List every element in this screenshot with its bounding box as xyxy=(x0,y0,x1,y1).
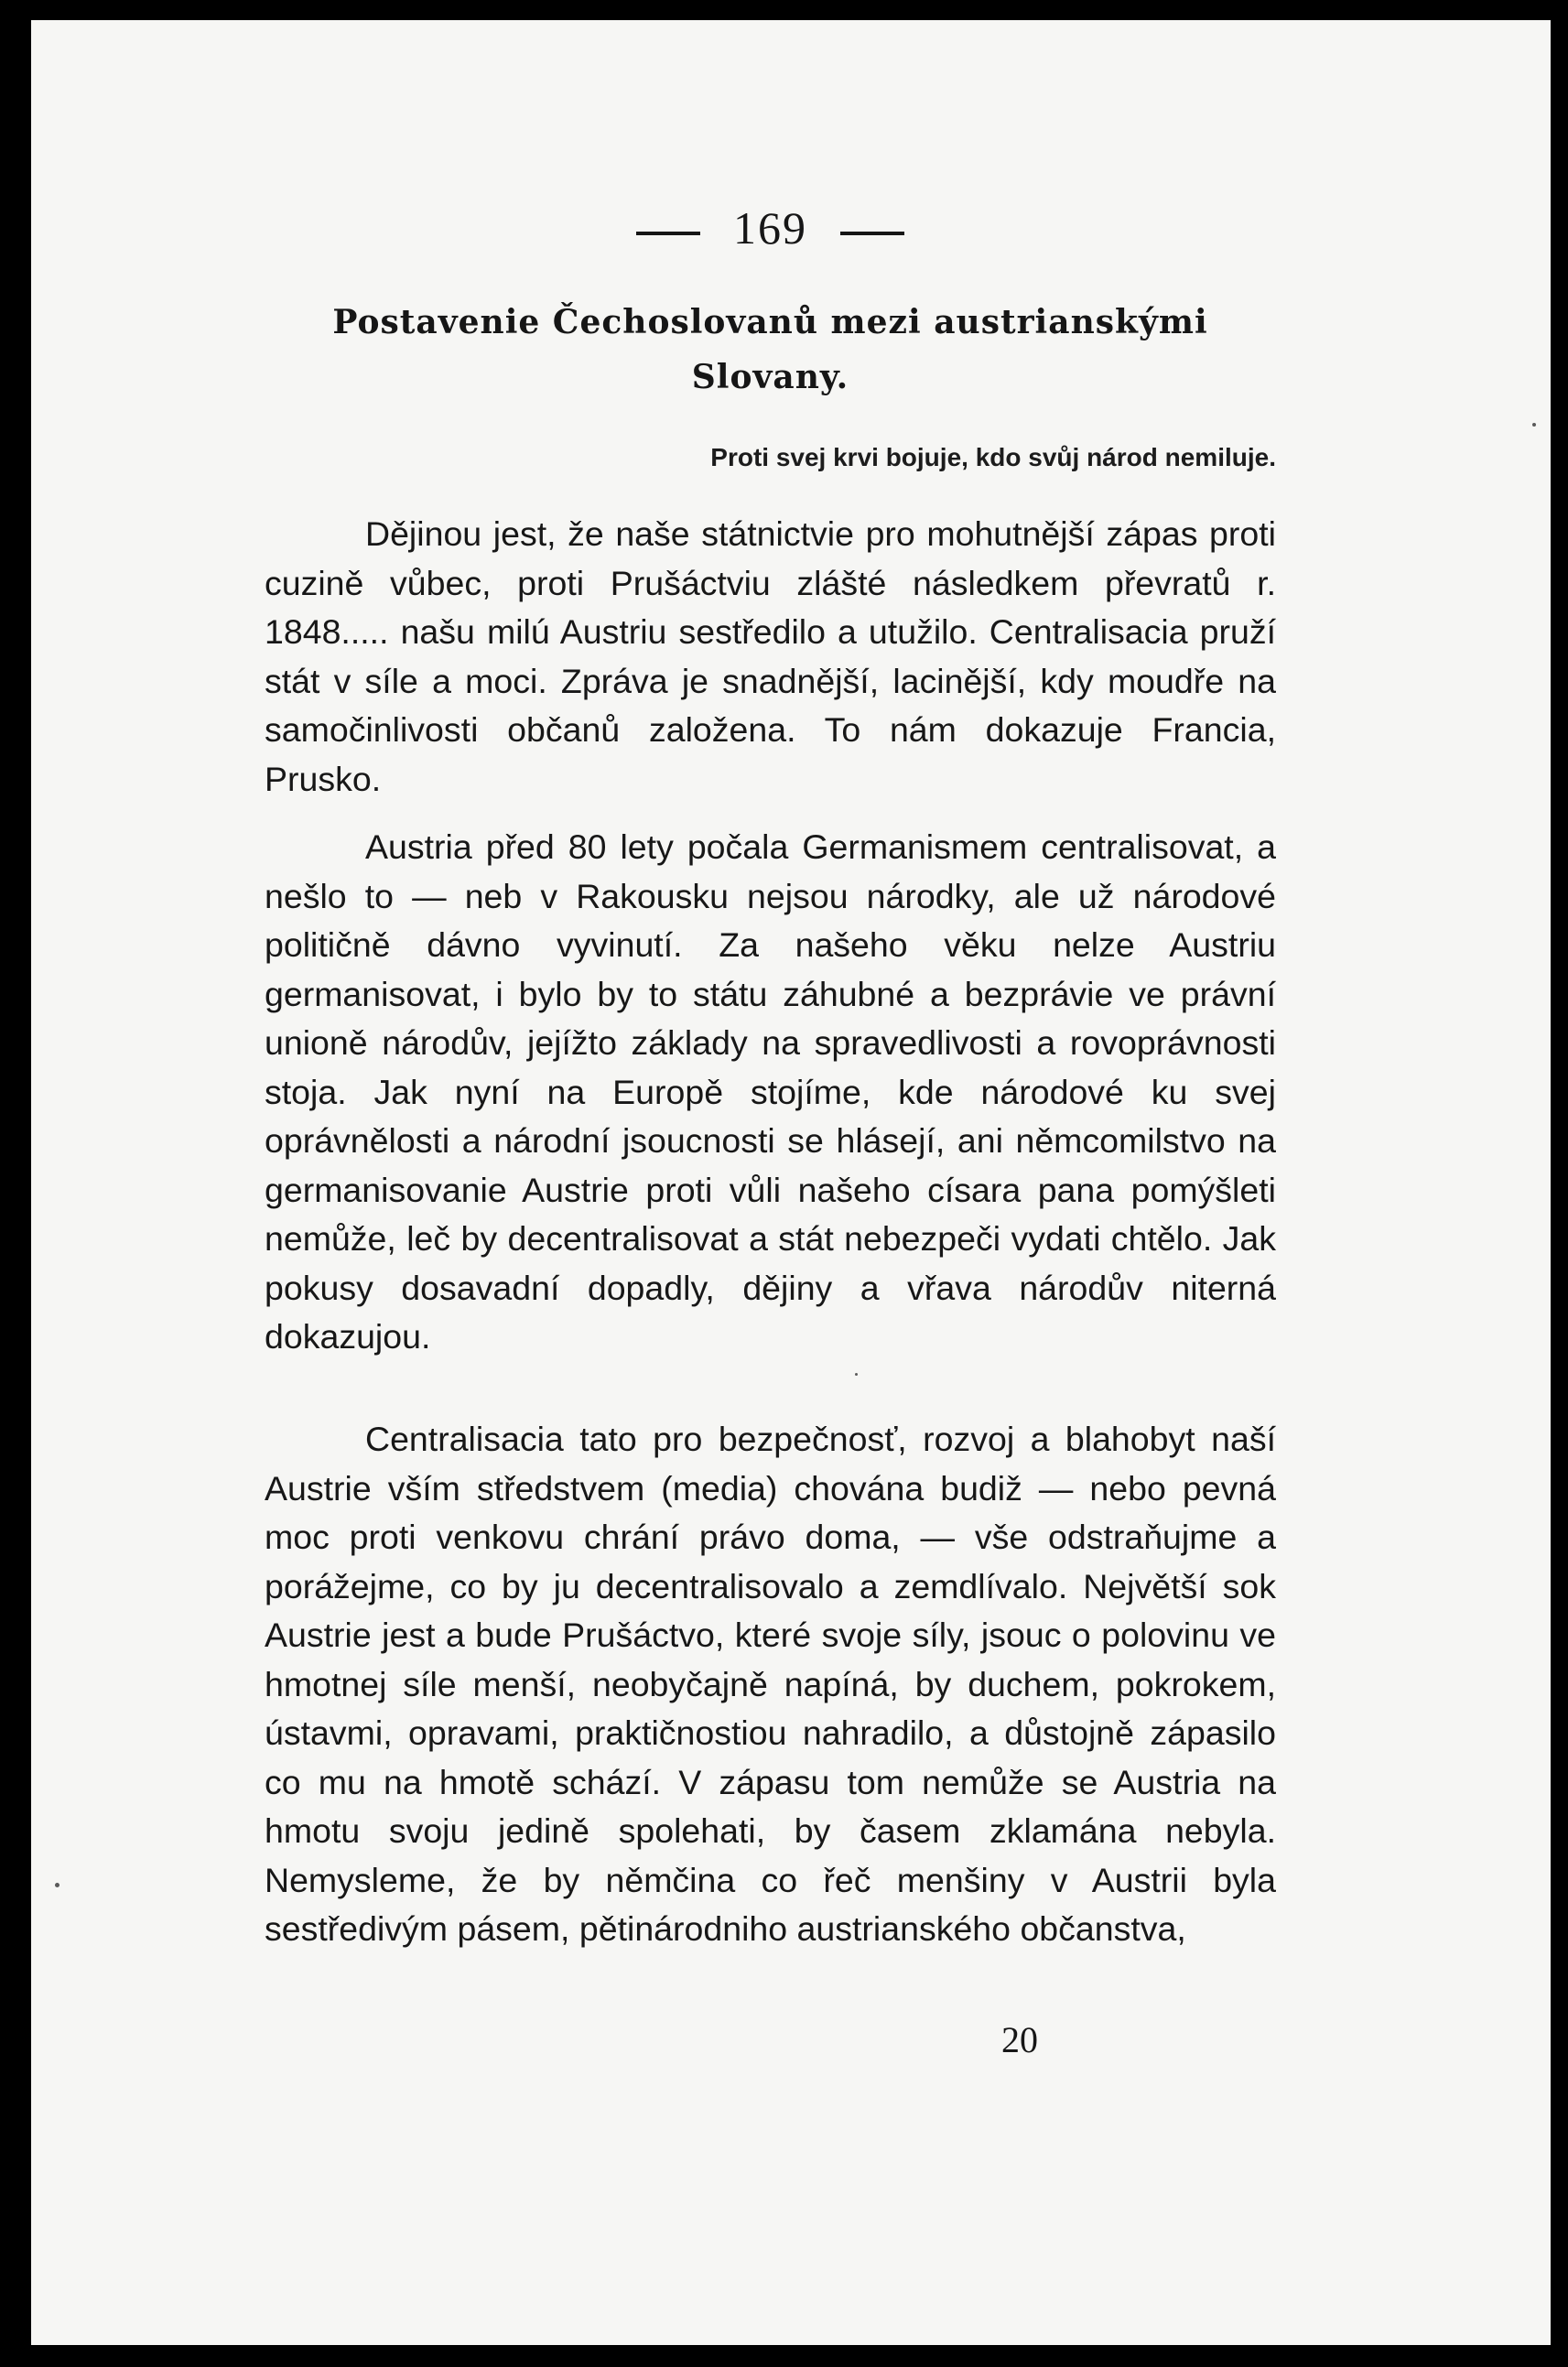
signature-mark: 20 xyxy=(1001,2019,1038,2060)
paragraph-1: Dějinou jest, že naše státnictvie pro mohutnější zápas proti cuzině vůbec, proti Prušáctviu zlášté následkem převratů r. 1848..... našu milú Austriu sestředilo a utužilo. Centralisacia pruží stát v síle a moci. Zpráva je snadnější, lacinější, kdy moudře na samočinlivosti občanů založena. To nám dokazuje Francia, Prusko. xyxy=(265,514,1276,798)
left-dash xyxy=(636,232,700,235)
paragraph-2: Austria před 80 lety počala Germanismem centralisovat, a nešlo to — neb v Rakousku nejsou národky, ale už národové političně dávno vyvinutí. Za našeho věku nelze Austriu germanisovat, i bylo by to státu záhubné a bezprávie ve právní unioně národův, jejížto základy na spravedlivosti a rovoprávnosti stoja. Jak nyní na Europě stojíme, kde národové ku svej oprávnělosti a národní jsoucnosti se hlásejí, ani němcomilstvo na germanisovanie Austrie proti vůli našeho císara pana pomýšleti nemůže, leč by decentralisovat a stát nebezpeči vydati chtělo. Jak pokusy dosavadní dopadly, dějiny a vřava národův niterná dokazujou. xyxy=(265,827,1276,1356)
right-dash xyxy=(840,232,904,235)
scan-speck xyxy=(1532,423,1536,427)
chapter-title-line-1: Postavenie Čechoslovanů mezi austrianskými xyxy=(332,303,1208,341)
scan-speck xyxy=(55,1883,59,1887)
scan-speck xyxy=(855,1373,858,1376)
scanned-page xyxy=(31,20,1551,2345)
page-number-header xyxy=(265,201,1276,254)
page-number: 169 xyxy=(733,202,807,254)
chapter-title-line-2: Slovany. xyxy=(691,358,849,396)
chapter-title xyxy=(265,295,1276,405)
epigraph: Proti svej krvi bojuje, kdo svůj národ nemiluje. xyxy=(710,443,1276,471)
paragraph-3: Centralisacia tato pro bezpečnosť, rozvoj a blahobyt naší Austrie vším středstvem (media) chována budiž — nebo pevná moc proti venkovu chrání právo doma, — vše odstraňujme a porážejme, co by ju decentralisovalo a zemdlívalo. Největší sok Austrie jest a bude Prušáctvo, které svoje síly, jsouc o polovinu ve hmotnej síle menší, neobyčajně napíná, by duchem, pokrokem, ústavmi, opravami, praktičnostiou nahradilo, a důstojně zápasilo co mu na hmotě schází. V zápasu tom nemůže se Austria na hmotu svoju jedině spolehati, by časem zklamána nebyla. Nemysleme, že by němčina co řeč menšiny v Austrii byla sestředivým pásem, pětinárodniho austrianského občanstva, xyxy=(265,1420,1276,1948)
